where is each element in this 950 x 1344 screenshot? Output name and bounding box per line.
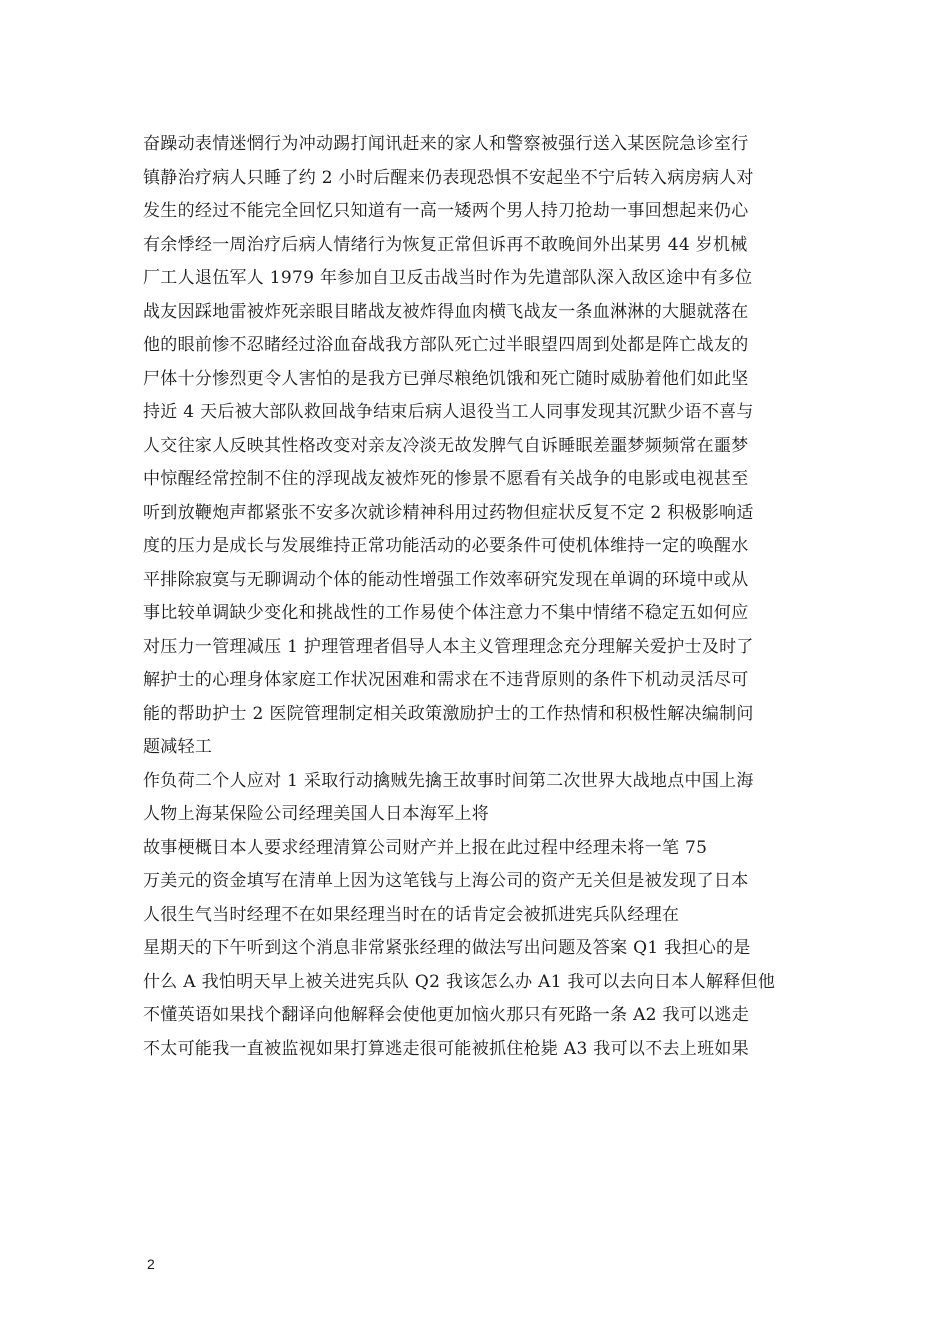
- text-line: 厂工人退伍军人 1979 年参加自卫反击战当时作为先遣部队深入敌区途中有多位: [143, 268, 753, 288]
- text-line: 题减轻工: [143, 737, 213, 757]
- text-line: 镇静治疗病人只睡了约 2 小时后醒来仍表现恐惧不安起坐不宁后转入病房病人对: [143, 167, 754, 188]
- text-line: 战友因踩地雷被炸死亲眼目睹战友被炸得血肉横飞战友一条血淋淋的大腿就落在: [143, 301, 749, 322]
- text-line: 不太可能我一直被监视如果打算逃走很可能被抓住枪毙 A3 我可以不去上班如果: [143, 1038, 749, 1059]
- text-line: 度的压力是成长与发展维持正常功能活动的必要条件可使机体维持一定的唤醒水: [143, 536, 749, 556]
- text-line: 他的眼前惨不忍睹经过浴血奋战我方部队死亡过半眼望四周到处都是阵亡战友的: [143, 335, 749, 355]
- text-line: 奋躁动表情迷惘行为冲动踢打闻讯赶来的家人和警察被强行送入某医院急诊室行: [143, 134, 749, 154]
- text-line: 尸体十分惨烈更令人害怕的是我方已弹尽粮绝饥饿和死亡随时威胁着他们如此坚: [143, 368, 749, 389]
- text-line: 事比较单调缺少变化和挑战性的工作易使个体注意力不集中情绪不稳定五如何应: [143, 603, 749, 623]
- text-line: 万美元的资金填写在清单上因为这笔钱与上海公司的资产无关但是被发现了日本: [143, 871, 749, 891]
- text-line: 持近 4 天后被大部队救回战争结束后病人退役当工人同事发现其沉默少语不喜与: [143, 402, 754, 422]
- text-line: 能的帮助护士 2 医院管理制定相关政策激励护士的工作热情和积极性解决编制问: [143, 703, 754, 724]
- text-line: 有余悸经一周治疗后病人情绪行为恢复正常但诉再不敢晚间外出某男 44 岁机械: [143, 234, 748, 255]
- text-line: 什么 A 我怕明天早上被关进宪兵队 Q2 我该怎么办 A1 我可以去向日本人解释但他: [143, 971, 776, 992]
- text-line: 对压力一管理减压 1 护理管理者倡导人本主义管理理念充分理解关爱护士及时了: [143, 636, 754, 657]
- text-line: 作负荷二个人应对 1 采取行动擒贼先擒王故事时间第二次世界大战地点中国上海: [143, 770, 754, 791]
- text-line: 不懂英语如果找个翻译向他解释会使他更加恼火那只有死路一条 A2 我可以逃走: [143, 1005, 749, 1025]
- text-line: 解护士的心理身体家庭工作状况困难和需求在不违背原则的条件下机动灵活尽可: [143, 670, 749, 690]
- text-line: 听到放鞭炮声都紧张不安多次就诊精神科用过药物但症状反复不定 2 积极影响适: [143, 502, 754, 523]
- text-line: 发生的经过不能完全回忆只知道有一高一矮两个男人持刀抢劫一事回想起来仍心: [143, 201, 749, 221]
- page-number: 2: [147, 1256, 155, 1272]
- text-line: 平排除寂寞与无聊调动个体的能动性增强工作效率研究发现在单调的环境中或从: [143, 569, 749, 590]
- body-text: [143, 128, 823, 1066]
- text-line: 人很生气当时经理不在如果经理当时在的话肯定会被抓进宪兵队经理在: [143, 904, 680, 925]
- text-line: 人物上海某保险公司经理美国人日本海军上将: [143, 804, 489, 824]
- text-line: 星期天的下午听到这个消息非常紧张经理的做法写出问题及答案 Q1 我担心的是: [143, 938, 751, 958]
- text-line: 中惊醒经常控制不住的浮现战友被炸死的惨景不愿看有关战争的电影或电视甚至: [143, 469, 749, 489]
- text-line: 故事梗概日本人要求经理清算公司财产并上报在此过程中经理未将一笔 75: [143, 837, 708, 858]
- text-line: 人交往家人反映其性格改变对亲友冷淡无故发脾气自诉睡眠差噩梦频频常在噩梦: [143, 435, 749, 456]
